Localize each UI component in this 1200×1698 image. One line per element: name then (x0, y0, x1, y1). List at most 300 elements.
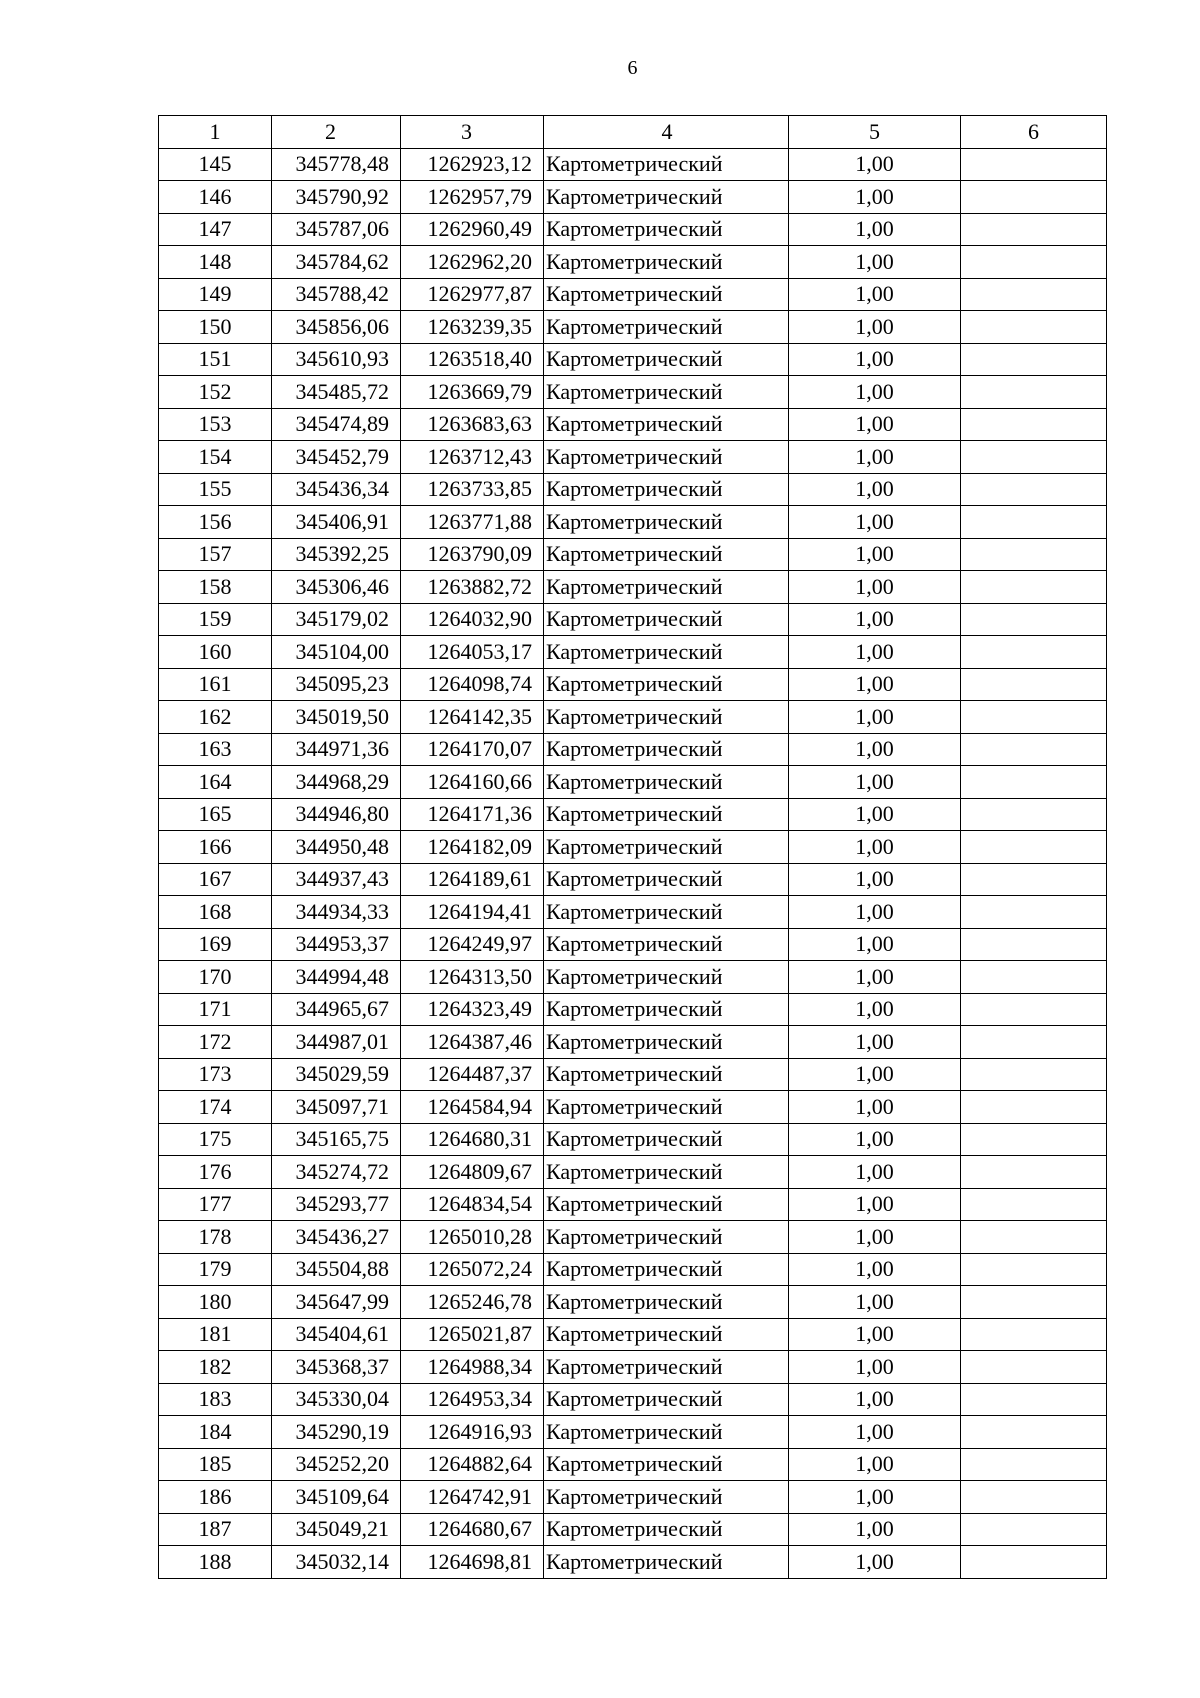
table-row (159, 636, 1107, 669)
y-coordinate-cell: 1264487,37 (401, 1058, 544, 1091)
x-coordinate-cell: 345032,14 (272, 1546, 401, 1579)
point-number-cell: 155 (159, 473, 272, 506)
page-number: 6 (627, 57, 638, 79)
table-row (159, 1383, 1107, 1416)
y-coordinate-cell: 1264680,67 (401, 1513, 544, 1546)
table-row (159, 863, 1107, 896)
accuracy-cell: 1,00 (789, 1318, 961, 1351)
y-coordinate-cell: 1264882,64 (401, 1448, 544, 1481)
y-coordinate-cell: 1264680,31 (401, 1123, 544, 1156)
description-cell (961, 506, 1107, 539)
point-number-cell: 164 (159, 766, 272, 799)
description-cell (961, 928, 1107, 961)
x-coordinate-cell: 345095,23 (272, 668, 401, 701)
description-cell (961, 148, 1107, 181)
table-row (159, 246, 1107, 279)
method-cell: Картометрический (544, 343, 789, 376)
y-coordinate-cell: 1263518,40 (401, 343, 544, 376)
description-cell (961, 1058, 1107, 1091)
method-cell: Картометрический (544, 1481, 789, 1514)
accuracy-cell: 1,00 (789, 343, 961, 376)
y-coordinate-cell: 1264584,94 (401, 1091, 544, 1124)
y-coordinate-cell: 1264742,91 (401, 1481, 544, 1514)
description-cell (961, 213, 1107, 246)
accuracy-cell: 1,00 (789, 961, 961, 994)
method-cell: Картометрический (544, 213, 789, 246)
method-cell: Картометрический (544, 1253, 789, 1286)
point-number-cell: 182 (159, 1351, 272, 1384)
accuracy-cell: 1,00 (789, 1123, 961, 1156)
point-number-cell: 183 (159, 1383, 272, 1416)
table-row (159, 1286, 1107, 1319)
table-row (159, 343, 1107, 376)
description-cell (961, 1123, 1107, 1156)
method-cell: Картометрический (544, 636, 789, 669)
point-number-cell: 149 (159, 278, 272, 311)
y-coordinate-cell: 1262923,12 (401, 148, 544, 181)
y-coordinate-cell: 1262962,20 (401, 246, 544, 279)
table-row (159, 1481, 1107, 1514)
y-coordinate-cell: 1263239,35 (401, 311, 544, 344)
description-cell (961, 668, 1107, 701)
description-cell (961, 278, 1107, 311)
method-cell: Картометрический (544, 538, 789, 571)
table-row (159, 311, 1107, 344)
point-number-cell: 163 (159, 733, 272, 766)
description-cell (961, 1546, 1107, 1579)
table-row (159, 766, 1107, 799)
x-coordinate-cell: 344971,36 (272, 733, 401, 766)
table-row (159, 441, 1107, 474)
y-coordinate-cell: 1264189,61 (401, 863, 544, 896)
y-coordinate-cell: 1262977,87 (401, 278, 544, 311)
description-cell (961, 798, 1107, 831)
method-cell: Картометрический (544, 993, 789, 1026)
x-coordinate-cell: 345274,72 (272, 1156, 401, 1189)
table-row (159, 668, 1107, 701)
y-coordinate-cell: 1263882,72 (401, 571, 544, 604)
point-number-cell: 179 (159, 1253, 272, 1286)
table-row (159, 1221, 1107, 1254)
description-cell (961, 863, 1107, 896)
accuracy-cell: 1,00 (789, 538, 961, 571)
accuracy-cell: 1,00 (789, 766, 961, 799)
y-coordinate-cell: 1264916,93 (401, 1416, 544, 1449)
x-coordinate-cell: 345856,06 (272, 311, 401, 344)
method-cell: Картометрический (544, 181, 789, 214)
method-cell: Картометрический (544, 668, 789, 701)
table-row (159, 928, 1107, 961)
table-body (159, 148, 1107, 1578)
description-cell (961, 636, 1107, 669)
header-cell-2: 2 (272, 116, 401, 149)
method-cell: Картометрический (544, 1448, 789, 1481)
table-row (159, 701, 1107, 734)
accuracy-cell: 1,00 (789, 1156, 961, 1189)
accuracy-cell: 1,00 (789, 831, 961, 864)
y-coordinate-cell: 1264160,66 (401, 766, 544, 799)
method-cell: Картометрический (544, 831, 789, 864)
accuracy-cell: 1,00 (789, 1481, 961, 1514)
accuracy-cell: 1,00 (789, 1513, 961, 1546)
accuracy-cell: 1,00 (789, 213, 961, 246)
coordinates-table (158, 115, 1107, 1579)
point-number-cell: 156 (159, 506, 272, 539)
accuracy-cell: 1,00 (789, 1351, 961, 1384)
accuracy-cell: 1,00 (789, 311, 961, 344)
method-cell: Картометрический (544, 278, 789, 311)
method-cell: Картометрический (544, 961, 789, 994)
accuracy-cell: 1,00 (789, 1253, 961, 1286)
x-coordinate-cell: 345406,91 (272, 506, 401, 539)
description-cell (961, 1448, 1107, 1481)
table-row (159, 1026, 1107, 1059)
method-cell: Картометрический (544, 441, 789, 474)
accuracy-cell: 1,00 (789, 441, 961, 474)
x-coordinate-cell: 344937,43 (272, 863, 401, 896)
method-cell: Картометрический (544, 1156, 789, 1189)
accuracy-cell: 1,00 (789, 1286, 961, 1319)
description-cell (961, 538, 1107, 571)
method-cell: Картометрический (544, 246, 789, 279)
table-row (159, 506, 1107, 539)
x-coordinate-cell: 344946,80 (272, 798, 401, 831)
method-cell: Картометрический (544, 798, 789, 831)
description-cell (961, 311, 1107, 344)
point-number-cell: 172 (159, 1026, 272, 1059)
method-cell: Картометрический (544, 701, 789, 734)
y-coordinate-cell: 1263683,63 (401, 408, 544, 441)
description-cell (961, 441, 1107, 474)
accuracy-cell: 1,00 (789, 246, 961, 279)
description-cell (961, 246, 1107, 279)
accuracy-cell: 1,00 (789, 928, 961, 961)
x-coordinate-cell: 345368,37 (272, 1351, 401, 1384)
point-number-cell: 166 (159, 831, 272, 864)
y-coordinate-cell: 1264098,74 (401, 668, 544, 701)
accuracy-cell: 1,00 (789, 1448, 961, 1481)
y-coordinate-cell: 1264194,41 (401, 896, 544, 929)
y-coordinate-cell: 1264142,35 (401, 701, 544, 734)
point-number-cell: 160 (159, 636, 272, 669)
table-row (159, 733, 1107, 766)
accuracy-cell: 1,00 (789, 863, 961, 896)
accuracy-cell: 1,00 (789, 408, 961, 441)
description-cell (961, 1091, 1107, 1124)
description-cell (961, 896, 1107, 929)
description-cell (961, 1188, 1107, 1221)
description-cell (961, 603, 1107, 636)
table-row (159, 993, 1107, 1026)
x-coordinate-cell: 345252,20 (272, 1448, 401, 1481)
table-row (159, 473, 1107, 506)
y-coordinate-cell: 1264182,09 (401, 831, 544, 864)
header-cell-5: 5 (789, 116, 961, 149)
method-cell: Картометрический (544, 376, 789, 409)
description-cell (961, 1351, 1107, 1384)
method-cell: Картометрический (544, 766, 789, 799)
description-cell (961, 1156, 1107, 1189)
table-row (159, 1188, 1107, 1221)
description-cell (961, 1513, 1107, 1546)
table-row (159, 181, 1107, 214)
x-coordinate-cell: 345787,06 (272, 213, 401, 246)
method-cell: Картометрический (544, 1188, 789, 1221)
table-row (159, 1351, 1107, 1384)
x-coordinate-cell: 344934,33 (272, 896, 401, 929)
point-number-cell: 151 (159, 343, 272, 376)
accuracy-cell: 1,00 (789, 603, 961, 636)
description-cell (961, 1416, 1107, 1449)
y-coordinate-cell: 1264323,49 (401, 993, 544, 1026)
table-row (159, 798, 1107, 831)
point-number-cell: 147 (159, 213, 272, 246)
x-coordinate-cell: 345404,61 (272, 1318, 401, 1351)
table-row (159, 213, 1107, 246)
y-coordinate-cell: 1265021,87 (401, 1318, 544, 1351)
method-cell: Картометрический (544, 896, 789, 929)
accuracy-cell: 1,00 (789, 636, 961, 669)
point-number-cell: 157 (159, 538, 272, 571)
table-row (159, 1253, 1107, 1286)
x-coordinate-cell: 345290,19 (272, 1416, 401, 1449)
y-coordinate-cell: 1263733,85 (401, 473, 544, 506)
point-number-cell: 173 (159, 1058, 272, 1091)
description-cell (961, 408, 1107, 441)
point-number-cell: 174 (159, 1091, 272, 1124)
accuracy-cell: 1,00 (789, 1188, 961, 1221)
method-cell: Картометрический (544, 1123, 789, 1156)
point-number-cell: 158 (159, 571, 272, 604)
point-number-cell: 165 (159, 798, 272, 831)
table-row (159, 1546, 1107, 1579)
method-cell: Картометрический (544, 311, 789, 344)
y-coordinate-cell: 1264698,81 (401, 1546, 544, 1579)
x-coordinate-cell: 345504,88 (272, 1253, 401, 1286)
x-coordinate-cell: 345392,25 (272, 538, 401, 571)
point-number-cell: 148 (159, 246, 272, 279)
accuracy-cell: 1,00 (789, 1221, 961, 1254)
table-row (159, 831, 1107, 864)
header-row (159, 116, 1107, 149)
description-cell (961, 1026, 1107, 1059)
table-row (159, 278, 1107, 311)
accuracy-cell: 1,00 (789, 181, 961, 214)
description-cell (961, 1286, 1107, 1319)
accuracy-cell: 1,00 (789, 1416, 961, 1449)
accuracy-cell: 1,00 (789, 473, 961, 506)
accuracy-cell: 1,00 (789, 668, 961, 701)
method-cell: Картометрический (544, 1091, 789, 1124)
table-row (159, 1448, 1107, 1481)
table-row (159, 896, 1107, 929)
accuracy-cell: 1,00 (789, 733, 961, 766)
point-number-cell: 167 (159, 863, 272, 896)
accuracy-cell: 1,00 (789, 1546, 961, 1579)
table-row (159, 408, 1107, 441)
description-cell (961, 376, 1107, 409)
point-number-cell: 171 (159, 993, 272, 1026)
point-number-cell: 180 (159, 1286, 272, 1319)
description-cell (961, 766, 1107, 799)
method-cell: Картометрический (544, 1221, 789, 1254)
description-cell (961, 993, 1107, 1026)
y-coordinate-cell: 1264809,67 (401, 1156, 544, 1189)
y-coordinate-cell: 1264032,90 (401, 603, 544, 636)
table-header (159, 116, 1107, 149)
method-cell: Картометрический (544, 1416, 789, 1449)
y-coordinate-cell: 1264988,34 (401, 1351, 544, 1384)
accuracy-cell: 1,00 (789, 1383, 961, 1416)
description-cell (961, 473, 1107, 506)
x-coordinate-cell: 344987,01 (272, 1026, 401, 1059)
x-coordinate-cell: 345790,92 (272, 181, 401, 214)
description-cell (961, 1481, 1107, 1514)
method-cell: Картометрический (544, 1351, 789, 1384)
table-row (159, 538, 1107, 571)
x-coordinate-cell: 345165,75 (272, 1123, 401, 1156)
x-coordinate-cell: 345179,02 (272, 603, 401, 636)
point-number-cell: 176 (159, 1156, 272, 1189)
accuracy-cell: 1,00 (789, 506, 961, 539)
y-coordinate-cell: 1264171,36 (401, 798, 544, 831)
point-number-cell: 175 (159, 1123, 272, 1156)
y-coordinate-cell: 1265246,78 (401, 1286, 544, 1319)
point-number-cell: 188 (159, 1546, 272, 1579)
description-cell (961, 1253, 1107, 1286)
x-coordinate-cell: 345784,62 (272, 246, 401, 279)
x-coordinate-cell: 345485,72 (272, 376, 401, 409)
x-coordinate-cell: 345474,89 (272, 408, 401, 441)
table-row (159, 376, 1107, 409)
method-cell: Картометрический (544, 1513, 789, 1546)
header-cell-3: 3 (401, 116, 544, 149)
x-coordinate-cell: 345778,48 (272, 148, 401, 181)
point-number-cell: 177 (159, 1188, 272, 1221)
point-number-cell: 159 (159, 603, 272, 636)
description-cell (961, 1221, 1107, 1254)
x-coordinate-cell: 345293,77 (272, 1188, 401, 1221)
accuracy-cell: 1,00 (789, 993, 961, 1026)
description-cell (961, 1318, 1107, 1351)
accuracy-cell: 1,00 (789, 798, 961, 831)
y-coordinate-cell: 1263771,88 (401, 506, 544, 539)
table-row (159, 1123, 1107, 1156)
x-coordinate-cell: 344968,29 (272, 766, 401, 799)
header-cell-1: 1 (159, 116, 272, 149)
table-row (159, 961, 1107, 994)
y-coordinate-cell: 1264170,07 (401, 733, 544, 766)
table-row (159, 1058, 1107, 1091)
method-cell: Картометрический (544, 1026, 789, 1059)
x-coordinate-cell: 345436,34 (272, 473, 401, 506)
table-row (159, 1318, 1107, 1351)
x-coordinate-cell: 344965,67 (272, 993, 401, 1026)
accuracy-cell: 1,00 (789, 571, 961, 604)
table-row (159, 1091, 1107, 1124)
point-number-cell: 184 (159, 1416, 272, 1449)
point-number-cell: 145 (159, 148, 272, 181)
accuracy-cell: 1,00 (789, 278, 961, 311)
x-coordinate-cell: 344953,37 (272, 928, 401, 961)
description-cell (961, 701, 1107, 734)
table-row (159, 1416, 1107, 1449)
accuracy-cell: 1,00 (789, 1091, 961, 1124)
method-cell: Картометрический (544, 148, 789, 181)
method-cell: Картометрический (544, 1286, 789, 1319)
table-row (159, 1513, 1107, 1546)
method-cell: Картометрический (544, 733, 789, 766)
y-coordinate-cell: 1263790,09 (401, 538, 544, 571)
point-number-cell: 187 (159, 1513, 272, 1546)
description-cell (961, 181, 1107, 214)
point-number-cell: 186 (159, 1481, 272, 1514)
point-number-cell: 181 (159, 1318, 272, 1351)
point-number-cell: 162 (159, 701, 272, 734)
point-number-cell: 153 (159, 408, 272, 441)
x-coordinate-cell: 345436,27 (272, 1221, 401, 1254)
y-coordinate-cell: 1265072,24 (401, 1253, 544, 1286)
x-coordinate-cell: 345610,93 (272, 343, 401, 376)
x-coordinate-cell: 345788,42 (272, 278, 401, 311)
y-coordinate-cell: 1265010,28 (401, 1221, 544, 1254)
y-coordinate-cell: 1262957,79 (401, 181, 544, 214)
table-row (159, 571, 1107, 604)
point-number-cell: 170 (159, 961, 272, 994)
point-number-cell: 161 (159, 668, 272, 701)
y-coordinate-cell: 1264313,50 (401, 961, 544, 994)
accuracy-cell: 1,00 (789, 1058, 961, 1091)
y-coordinate-cell: 1264053,17 (401, 636, 544, 669)
point-number-cell: 154 (159, 441, 272, 474)
method-cell: Картометрический (544, 1058, 789, 1091)
header-cell-4: 4 (544, 116, 789, 149)
point-number-cell: 146 (159, 181, 272, 214)
x-coordinate-cell: 345029,59 (272, 1058, 401, 1091)
method-cell: Картометрический (544, 408, 789, 441)
y-coordinate-cell: 1264953,34 (401, 1383, 544, 1416)
y-coordinate-cell: 1263712,43 (401, 441, 544, 474)
y-coordinate-cell: 1264249,97 (401, 928, 544, 961)
method-cell: Картометрический (544, 571, 789, 604)
x-coordinate-cell: 345647,99 (272, 1286, 401, 1319)
x-coordinate-cell: 345452,79 (272, 441, 401, 474)
description-cell (961, 1383, 1107, 1416)
description-cell (961, 733, 1107, 766)
accuracy-cell: 1,00 (789, 376, 961, 409)
point-number-cell: 150 (159, 311, 272, 344)
x-coordinate-cell: 345019,50 (272, 701, 401, 734)
x-coordinate-cell: 345049,21 (272, 1513, 401, 1546)
point-number-cell: 168 (159, 896, 272, 929)
x-coordinate-cell: 345097,71 (272, 1091, 401, 1124)
table-row (159, 148, 1107, 181)
x-coordinate-cell: 344950,48 (272, 831, 401, 864)
table-row (159, 603, 1107, 636)
method-cell: Картометрический (544, 603, 789, 636)
method-cell: Картометрический (544, 1318, 789, 1351)
method-cell: Картометрический (544, 1383, 789, 1416)
point-number-cell: 185 (159, 1448, 272, 1481)
description-cell (961, 571, 1107, 604)
y-coordinate-cell: 1262960,49 (401, 213, 544, 246)
y-coordinate-cell: 1263669,79 (401, 376, 544, 409)
description-cell (961, 961, 1107, 994)
x-coordinate-cell: 345330,04 (272, 1383, 401, 1416)
method-cell: Картометрический (544, 928, 789, 961)
method-cell: Картометрический (544, 506, 789, 539)
x-coordinate-cell: 345104,00 (272, 636, 401, 669)
